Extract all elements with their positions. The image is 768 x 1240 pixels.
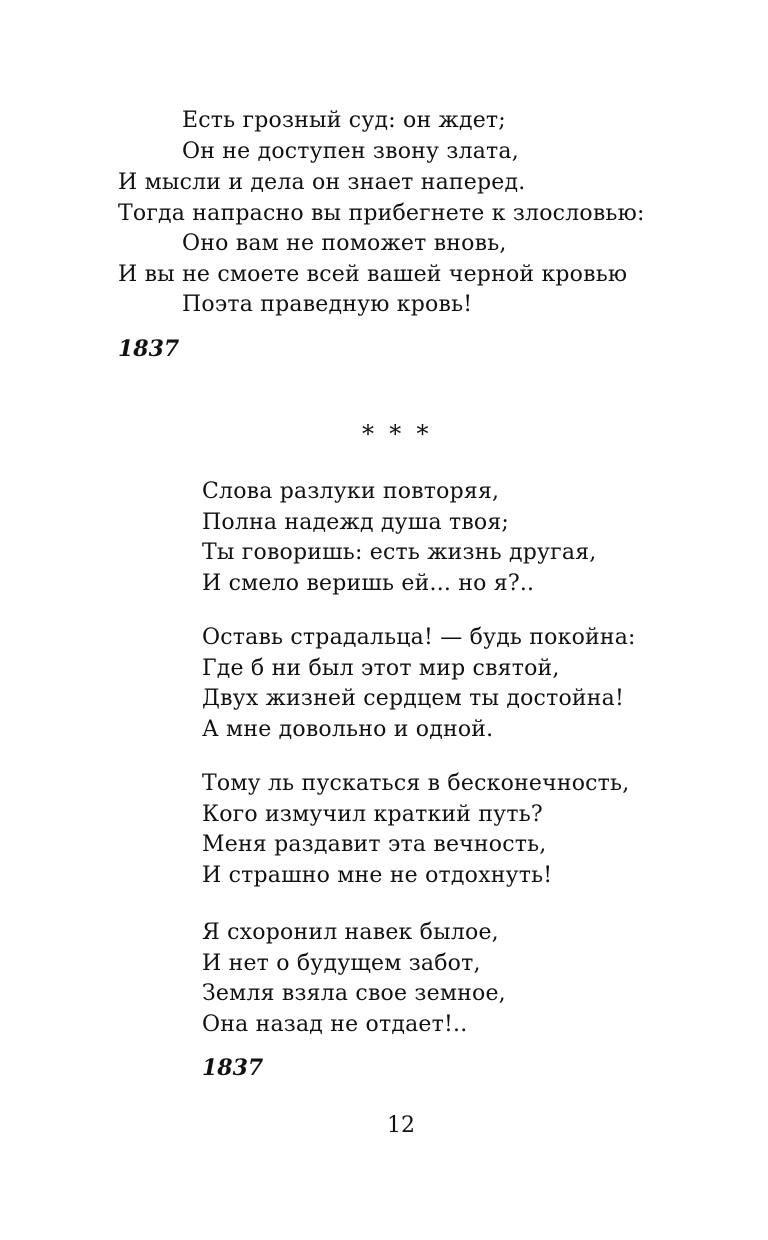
page-number: 12 (387, 1113, 415, 1138)
poem-line: И вы не смоете всей вашей черной кровью (118, 262, 628, 287)
poem-line: Полна надежд душа твоя; (202, 510, 510, 535)
poem-line: Оно вам не поможет вновь, (182, 231, 507, 256)
poem-line: Где б ни был этот мир святой, (202, 656, 560, 681)
poem-line: Тому ль пускаться в бесконечность, (202, 771, 630, 796)
poem-line: Слова разлуки повторяя, (202, 479, 500, 504)
poem-line: Поэта праведную кровь! (182, 292, 473, 317)
poem-date: 1837 (118, 336, 180, 362)
poem-line: Меня раздавит эта вечность, (202, 832, 547, 857)
poem-line: Тогда напрасно вы прибегнете к злословью: (118, 201, 645, 226)
poem-line: Она назад не отдает!.. (202, 1012, 468, 1037)
poem-date: 1837 (202, 1055, 264, 1081)
poem-line: Оставь страдальца! — будь покойна: (202, 625, 636, 650)
poem-line: Ты говоришь: есть жизнь другая, (202, 540, 597, 565)
poem-line: Я схоронил навек былое, (202, 920, 499, 945)
poem-line: А мне довольно и одной. (202, 717, 494, 742)
poem-line: И мысли и дела он знает наперед. (118, 170, 526, 195)
poem-line: Земля взяла свое земное, (202, 981, 506, 1006)
poem-line: И смело веришь ей... но я?.. (202, 571, 535, 596)
poem-line: И страшно мне не отдохнуть! (202, 863, 553, 888)
poem-line: Он не доступен звону злата, (182, 139, 519, 164)
poem-line: Двух жизней сердцем ты достойна! (202, 686, 624, 711)
section-separator: * * * (362, 420, 429, 448)
poem-line: Есть грозный суд: он ждет; (182, 108, 506, 133)
poem-line: И нет о будущем забот, (202, 951, 481, 976)
poem-line: Кого измучил краткий путь? (202, 802, 543, 827)
